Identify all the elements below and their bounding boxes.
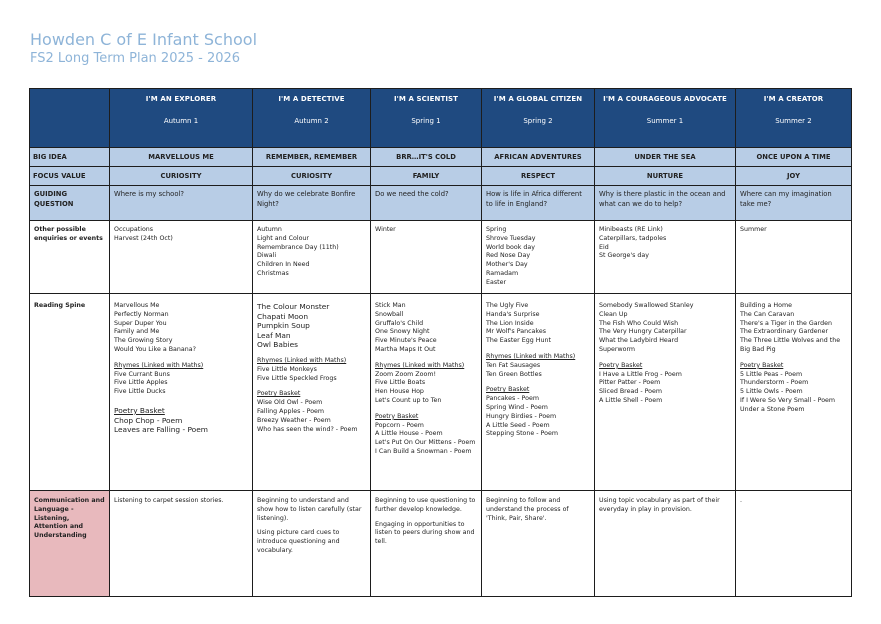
enquiry-item: Caterpillars, tadpoles <box>599 234 667 242</box>
column-title: I'M A GLOBAL CITIZEN <box>493 95 583 103</box>
big-idea-cell: AFRICAN ADVENTURES <box>482 148 595 167</box>
big-idea-cell: REMEMBER, REMEMBER <box>253 148 371 167</box>
poem-item: I Have a Little Frog - Poem <box>599 370 682 378</box>
communication-text: Using topic vocabulary as part of their everyday in play in provision. <box>599 497 720 513</box>
book-title: Stick Man <box>375 302 406 309</box>
rhyme-item: Five Little Monkeys <box>257 365 317 373</box>
rhymes-heading: Rhymes (Linked with Maths) <box>257 356 347 364</box>
focus-value-cell: NURTURE <box>595 167 736 186</box>
row-label: GUIDING QUESTION <box>30 186 110 221</box>
guiding-question-cell: Where is my school? <box>110 186 253 221</box>
communication-text: Beginning to use questioning to further develop knowledge. <box>375 497 476 513</box>
book-title: Perfectly Norman <box>114 310 169 318</box>
column-title: I'M AN EXPLORER <box>145 95 217 103</box>
rhyme-item: Ten Fat Sausages <box>486 361 541 369</box>
enquiry-item: Minibeasts (RE Link) <box>599 226 663 233</box>
book-title: Super Duper You <box>114 319 167 327</box>
enquiry-item: Winter <box>375 226 396 233</box>
rhyme-item: Zoom Zoom Zoom! <box>375 370 436 378</box>
plan-title: FS2 Long Term Plan 2025 - 2026 <box>30 51 241 66</box>
communication-text: Listening to carpet session stories. <box>114 497 224 504</box>
enquiry-item: Red Nose Day <box>486 252 531 260</box>
enquiry-item: Eid <box>599 243 609 251</box>
poem-item: 5 Little Peas - Poem <box>740 370 803 378</box>
big-idea-row <box>30 148 852 167</box>
rhyme-item: Five Little Ducks <box>114 388 166 396</box>
big-idea-cell: BRR…IT'S COLD <box>371 148 482 167</box>
column-term: Summer 2 <box>775 117 812 125</box>
book-title: The Easter Egg Hunt <box>486 337 551 345</box>
guiding-question-cell: Why is there plastic in the ocean and what can we do to help? <box>595 186 736 221</box>
poetry-heading: Poetry Basket <box>114 405 165 415</box>
book-title: Pumpkin Soup <box>257 321 310 331</box>
poem-item: 5 Little Owls - Poem <box>740 388 803 396</box>
enquiry-item: Harvest (24th Oct) <box>114 234 173 242</box>
book-title: Mr Wolf's Pancakes <box>486 328 546 336</box>
communication-text: Beginning to understand and show how to listen carefully (star listening). <box>257 497 362 522</box>
enquiries-cell <box>482 221 595 294</box>
rhyme-item: Five Little Boats <box>375 379 426 387</box>
enquiry-item: Occupations <box>114 226 154 233</box>
communication-cell <box>253 491 371 597</box>
poem-item: Spring Wind - Poem <box>486 403 548 411</box>
enquiries-cell <box>110 221 253 294</box>
column-term: Spring 2 <box>523 117 553 125</box>
poem-item: Sliced Bread - Poem <box>599 388 663 396</box>
book-title: What the Ladybird Heard <box>599 337 679 345</box>
book-title: Somebody Swallowed Stanley <box>599 302 694 309</box>
corner-cell <box>30 89 110 148</box>
reading-spine-cell <box>736 294 852 491</box>
enquiry-item: Shrove Tuesday <box>486 234 536 242</box>
column-header <box>371 89 482 148</box>
row-label: Reading Spine <box>30 294 110 491</box>
column-header <box>110 89 253 148</box>
document-header <box>30 30 257 67</box>
poem-item: Under a Stone Poem <box>740 405 805 413</box>
rhymes-heading: Rhymes (Linked with Maths) <box>375 361 465 369</box>
column-title: I'M A CREATOR <box>763 95 824 103</box>
row-label: Communication and Language - Listening, Attention and Understanding <box>30 491 110 597</box>
column-title: I'M A DETECTIVE <box>278 95 345 103</box>
enquiry-item: Christmas <box>257 269 289 277</box>
rhyme-item: Five Little Apples <box>114 379 168 387</box>
poem-item: Hungry Birdies - Poem <box>486 412 557 420</box>
column-header <box>253 89 371 148</box>
column-term: Spring 1 <box>411 117 441 125</box>
book-title: The Growing Story <box>114 337 173 345</box>
rhyme-item: Five Little Speckled Frogs <box>257 374 337 382</box>
poem-item: Popcorn - Poem <box>375 421 424 429</box>
guiding-question-cell: How is life in Africa different to life in England? <box>482 186 595 221</box>
reading-spine-cell <box>253 294 371 491</box>
big-idea-cell: MARVELLOUS ME <box>110 148 253 167</box>
book-title: The Colour Monster <box>257 302 330 311</box>
communication-text: . <box>740 497 743 504</box>
enquiry-item: Spring <box>486 226 507 233</box>
focus-value-row <box>30 167 852 186</box>
rhyme-item: Ten Green Bottles <box>486 370 542 378</box>
communication-text: Using picture card cues to introduce questioning and vocabulary. <box>257 529 340 554</box>
book-title: Leaf Man <box>257 330 291 340</box>
rhyme-item: Hen House Hop <box>375 388 424 396</box>
book-title: Clean Up <box>599 310 628 318</box>
book-title: Building a Home <box>740 302 793 309</box>
poem-item: Who has seen the wind? - Poem <box>257 425 358 433</box>
rhyme-item: Let's Count up to Ten <box>375 396 442 404</box>
book-title: Would You Like a Banana? <box>114 345 196 353</box>
poem-item: Breezy Weather - Poem <box>257 416 331 424</box>
book-title: The Three Little Wolves and the Big Bad Pig <box>740 337 841 353</box>
poem-item: Falling Apples - Poem <box>257 407 325 415</box>
book-title: The Can Caravan <box>740 310 795 318</box>
poem-item: Stepping Stone - Poem <box>486 430 558 438</box>
enquiry-item: Diwali <box>257 252 277 260</box>
enquiry-item: Summer <box>740 226 767 233</box>
big-idea-cell: ONCE UPON A TIME <box>736 148 852 167</box>
enquiries-cell <box>595 221 736 294</box>
focus-value-cell: CURIOSITY <box>253 167 371 186</box>
enquiries-cell <box>253 221 371 294</box>
communication-cell <box>736 491 852 597</box>
enquiry-item: Children In Need <box>257 261 310 269</box>
poetry-heading: Poetry Basket <box>486 386 530 394</box>
poem-item: Leaves are Falling - Poem <box>114 425 208 435</box>
book-title: Owl Babies <box>257 340 299 350</box>
book-title: Marvellous Me <box>114 302 160 309</box>
poetry-heading: Poetry Basket <box>375 412 419 420</box>
enquiry-item: Ramadam <box>486 269 519 277</box>
communication-text: Beginning to follow and understand the process of 'Think, Pair, Share'. <box>486 497 569 522</box>
column-header <box>736 89 852 148</box>
enquiry-item: Light and Colour <box>257 234 309 242</box>
big-idea-cell: UNDER THE SEA <box>595 148 736 167</box>
poetry-heading: Poetry Basket <box>599 361 643 369</box>
book-title: The Lion Inside <box>486 319 534 327</box>
poem-item: A Little Shell - Poem <box>599 396 663 404</box>
enquiry-item: Easter <box>486 278 507 286</box>
rhyme-item: Five Currant Buns <box>114 370 170 378</box>
book-title: The Ugly Five <box>486 302 529 309</box>
poem-item: Thunderstorm - Poem <box>740 379 809 387</box>
guiding-question-row <box>30 186 852 221</box>
focus-value-cell: RESPECT <box>482 167 595 186</box>
header-row <box>30 89 852 148</box>
rhymes-heading: Rhymes (Linked with Maths) <box>114 361 204 369</box>
book-title: The Extraordinary Gardener <box>740 328 829 336</box>
focus-value-cell: CURIOSITY <box>110 167 253 186</box>
enquiry-item: Mother's Day <box>486 261 528 269</box>
book-title: The Fish Who Could Wish <box>599 319 679 327</box>
reading-spine-cell <box>371 294 482 491</box>
poem-item: Let's Put On Our Mittens - Poem <box>375 439 476 447</box>
communication-cell <box>482 491 595 597</box>
book-title: Gruffalo's Child <box>375 319 424 327</box>
poem-item: Pitter Patter - Poem <box>599 379 661 387</box>
communication-cell <box>595 491 736 597</box>
reading-spine-cell <box>110 294 253 491</box>
book-title: Handa's Surprise <box>486 310 540 318</box>
school-name: Howden C of E Infant School <box>30 30 258 49</box>
column-term: Autumn 2 <box>294 117 329 125</box>
column-header <box>482 89 595 148</box>
poem-item: Pancakes - Poem <box>486 395 539 403</box>
communication-text: Engaging in opportunities to listen to peers during show and tell. <box>375 520 475 546</box>
book-title: Snowball <box>375 310 404 318</box>
poetry-heading: Poetry Basket <box>257 390 301 398</box>
communication-cell <box>110 491 253 597</box>
reading-spine-cell <box>482 294 595 491</box>
enquiry-item: Autumn <box>257 226 282 233</box>
guiding-question-cell: Where can my imagination take me? <box>736 186 852 221</box>
column-title: I'M A SCIENTIST <box>393 95 459 103</box>
book-title: There's a Tiger in the Garden <box>740 319 832 327</box>
row-label: Other possible enquiries or events <box>30 221 110 294</box>
column-term: Autumn 1 <box>163 117 199 125</box>
enquiries-cell <box>736 221 852 294</box>
communication-row <box>30 491 852 597</box>
enquiry-item: Remembrance Day (11th) <box>257 243 339 251</box>
reading-spine-cell <box>595 294 736 491</box>
poem-item: If I Were So Very Small - Poem <box>740 396 836 404</box>
poem-item: A Little House - Poem <box>375 430 443 438</box>
column-header <box>595 89 736 148</box>
enquiries-cell <box>371 221 482 294</box>
poem-item: I Can Build a Snowman - Poem <box>375 447 472 455</box>
row-label: BIG IDEA <box>30 148 110 167</box>
book-title: One Snowy Night <box>375 328 430 336</box>
enquiry-item: St George's day <box>599 252 650 260</box>
poem-item: Wise Old Owl - Poem <box>257 399 323 407</box>
poetry-heading: Poetry Basket <box>740 361 784 369</box>
book-title: Family and Me <box>114 328 160 336</box>
focus-value-cell: JOY <box>736 167 852 186</box>
row-label: FOCUS VALUE <box>30 167 110 186</box>
column-term: Summer 1 <box>646 117 684 125</box>
long-term-plan-table <box>29 88 852 597</box>
book-title: Chapati Moon <box>257 311 308 321</box>
poem-item: Chop Chop - Poem <box>114 415 183 425</box>
book-title: The Very Hungry Caterpillar <box>599 328 687 336</box>
focus-value-cell: FAMILY <box>371 167 482 186</box>
reading-spine-row <box>30 294 852 491</box>
book-title: Five Minute's Peace <box>375 337 437 345</box>
enquiries-row <box>30 221 852 294</box>
guiding-question-cell: Do we need the cold? <box>371 186 482 221</box>
enquiry-item: World book day <box>486 243 535 251</box>
poem-item: A Little Seed - Poem <box>486 421 550 429</box>
book-title: Martha Maps It Out <box>375 345 436 353</box>
book-title: Superworm <box>599 345 636 353</box>
communication-cell <box>371 491 482 597</box>
rhymes-heading: Rhymes (Linked with Maths) <box>486 352 576 360</box>
column-title: I'M A COURAGEOUS ADVOCATE <box>603 95 727 103</box>
guiding-question-cell: Why do we celebrate Bonfire Night? <box>253 186 371 221</box>
